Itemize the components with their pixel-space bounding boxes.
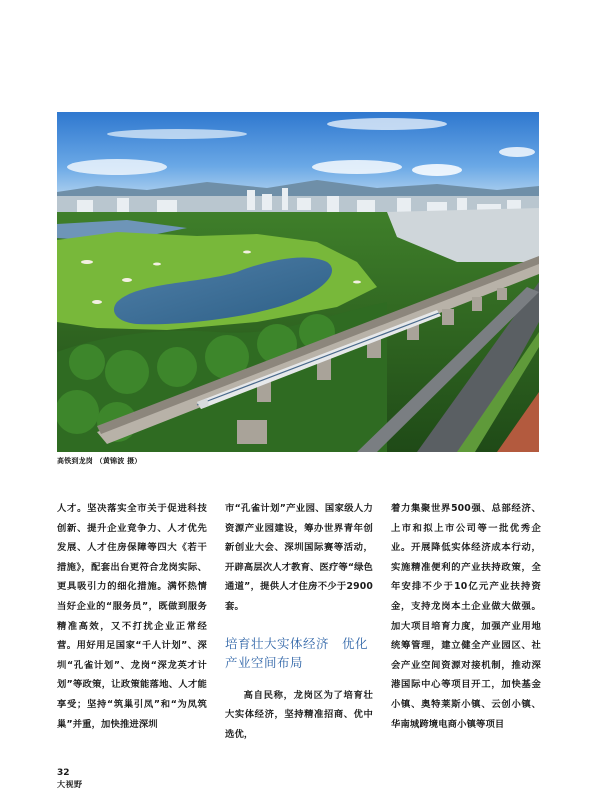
page-number: 32 [57,768,70,778]
paragraph: 人才。坚决落实全市关于促进科技创新、提升企业竞争力、人才优先发展、人才住房保障等四大《若干措施》，配套出台更符合龙岗实际、更具吸引力的细化措施。满怀热情当好企业的“服务员”，既做到服务精准高效，又不打扰企业正常经营。用好用足国家“千人计划”、深圳“孔雀计划”、龙岗“深龙英才计划”等政策，让政策能落地、人才能享受；坚持“筑巢引凤”和“为凤筑巢”并重，加快推进深圳 [57,503,207,730]
text-column-1 [57,499,207,734]
magazine-name: 大视野 [57,780,83,789]
section-heading: 培育壮大实体经济 优化产业空间布局 [225,635,369,670]
article-photo [57,112,539,452]
photo-caption: 高铁到龙岗 （黄锦波 摄） [57,457,142,465]
paragraph: 市“孔雀计划”产业园、国家级人力资源产业园建设，筹办世界青年创新创业大会、深圳国际赛等活动，开辟高层次人才教育、医疗等“绿色通道”，提供人才住房不少于2900套。 [225,503,373,612]
text-column-3 [391,499,541,734]
text-column-2 [225,499,373,744]
high-speed-rail-photo [57,112,539,452]
paragraph: 着力集聚世界500强、总部经济、上市和拟上市公司等一批优秀企业。开展降低实体经济成本行动，实施精准便利的产业扶持政策，全年安排不少于10亿元产业扶持资金，支持龙岗本土企业做大做强。加大项目培育力度，加强产业用地统筹管理，建立健全产业园区、社会产业空间资源对接机制，推动深港国际中心等项目开工，加快基金小镇、奥特莱斯小镇、云创小镇、华南城跨境电商小镇等项目 [391,503,541,730]
paragraph: 高自民称，龙岗区为了培育壮大实体经济，坚持精准招商、优中选优， [225,689,373,740]
